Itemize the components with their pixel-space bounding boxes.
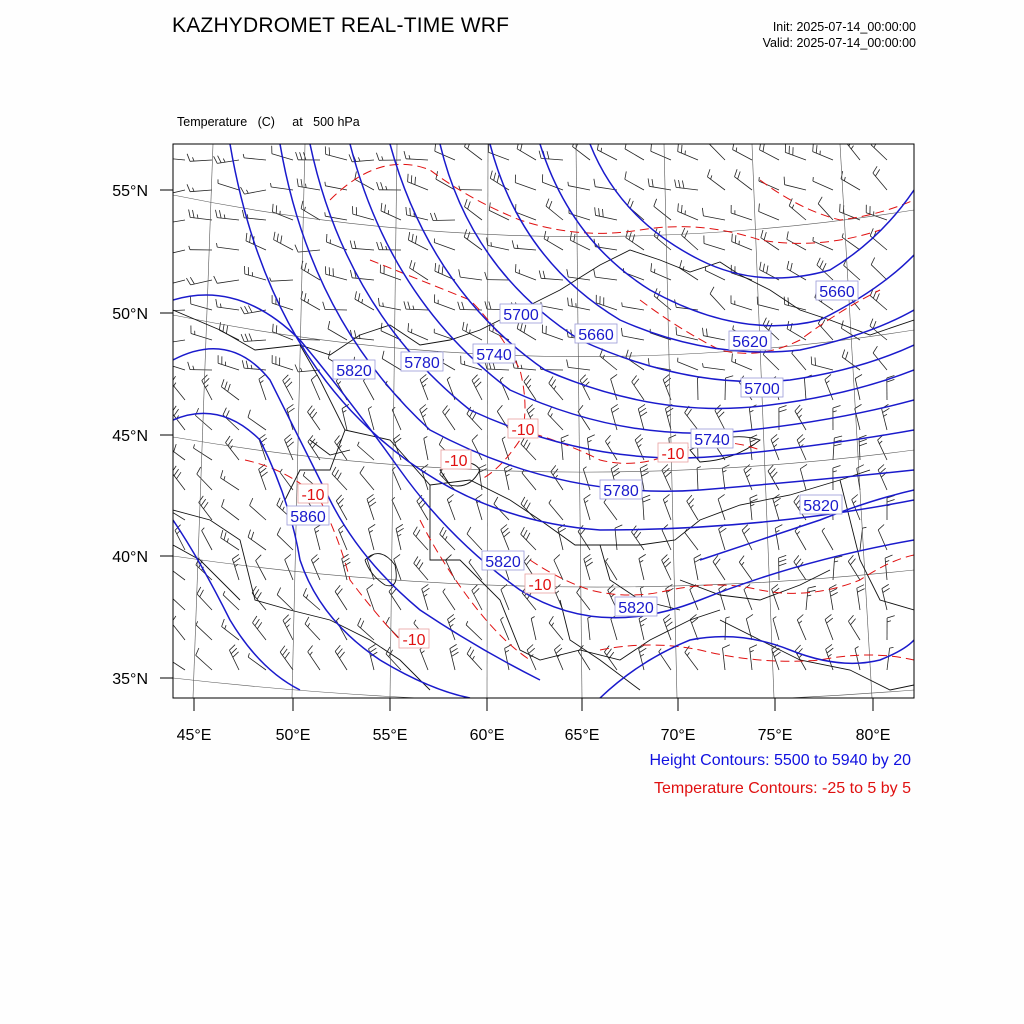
- height-label-text: 5740: [694, 432, 730, 449]
- wind-barb-feather: [159, 248, 163, 255]
- height-label-text: 5780: [603, 483, 639, 500]
- lat-tick-label: 45°N: [112, 428, 148, 445]
- lon-tick-label: 80°E: [855, 727, 891, 744]
- wind-barb: [725, 378, 726, 400]
- temp-label: [441, 450, 471, 470]
- lon-tick-label: 60°E: [469, 727, 505, 744]
- temp-label-text: -10: [402, 632, 426, 649]
- wind-barb-feather: [811, 357, 812, 365]
- wind-barb-feather: [163, 247, 167, 254]
- wind-barb-feather: [164, 216, 168, 223]
- height-label-text: 5820: [336, 363, 372, 380]
- lat-tick-label: 55°N: [112, 183, 148, 200]
- height-label: [401, 352, 443, 372]
- wind-barb-feather: [166, 501, 168, 509]
- height-label-text: 5780: [404, 355, 440, 372]
- wind-barb-feather: [276, 325, 277, 333]
- lat-tick-label: 50°N: [112, 306, 148, 323]
- temp-label: [525, 574, 555, 594]
- height-label-text: 5660: [578, 327, 614, 344]
- lon-tick-label: 50°E: [275, 727, 311, 744]
- temperature-contour-legend: Temperature Contours: -25 to 5 by 5: [653, 780, 911, 797]
- wind-barb-feather: [167, 654, 168, 658]
- height-label-text: 5700: [744, 381, 780, 398]
- wind-barb-feather: [568, 182, 569, 186]
- lon-axis: [177, 698, 891, 744]
- init-time: Init: 2025-07-14_00:00:00: [772, 20, 916, 34]
- wind-barb-feather: [325, 182, 326, 186]
- wind-barb-feather: [159, 279, 163, 286]
- lon-tick-label: 70°E: [660, 727, 696, 744]
- wind-barb-feather: [784, 297, 785, 305]
- height-contour-legend: Height Contours: 5500 to 5940 by 20: [649, 752, 911, 769]
- height-label-text: 5620: [732, 334, 768, 351]
- wind-barb-feather: [165, 151, 167, 159]
- wind-barb-feather: [160, 304, 163, 312]
- wind-barb-feather: [710, 137, 714, 144]
- wind-barb-feather: [840, 204, 841, 212]
- wind-barb-feather: [276, 205, 277, 213]
- wind-barb: [698, 378, 699, 400]
- height-label: [473, 344, 515, 364]
- temp-label: [508, 419, 538, 439]
- lon-tick-label: 55°E: [372, 727, 408, 744]
- height-label-text: 5820: [618, 600, 654, 617]
- wind-barb-feather: [169, 219, 171, 223]
- wind-barb-feather: [170, 503, 172, 511]
- wind-barb-feather: [159, 188, 163, 195]
- wind-barb-feather: [169, 588, 172, 595]
- height-label: [600, 480, 642, 500]
- wind-barb-feather: [408, 174, 409, 182]
- temp-label-text: -10: [301, 487, 325, 504]
- wind-barb-feather: [788, 298, 789, 306]
- height-label: [575, 324, 617, 344]
- wind-barb-feather: [167, 439, 170, 447]
- lat-axis: [112, 183, 173, 688]
- map-title: KAZHYDROMET REAL-TIME WRF: [172, 14, 510, 37]
- height-label: [333, 360, 375, 380]
- lon-tick-label: 45°E: [176, 727, 212, 744]
- height-label-text: 5860: [290, 509, 326, 526]
- height-label: [741, 378, 783, 398]
- wind-barb-feather: [784, 177, 785, 185]
- wind-barb-feather: [329, 147, 330, 155]
- temp-label-text: -10: [511, 422, 535, 439]
- wind-barb: [298, 340, 320, 341]
- valid-time: Valid: 2025-07-14_00:00:00: [762, 36, 916, 50]
- lat-tick-label: 35°N: [112, 671, 148, 688]
- wind-barb-feather: [161, 150, 163, 158]
- temp-label-text: -10: [444, 453, 468, 470]
- wind-barb-feather: [383, 303, 384, 307]
- temp-label: [399, 629, 429, 649]
- wind-barb-feather: [160, 217, 164, 224]
- temp-label: [298, 484, 328, 504]
- height-label-text: 5660: [819, 284, 855, 301]
- height-label-text: 5820: [803, 498, 839, 515]
- wind-barb-feather: [163, 278, 167, 285]
- lon-tick-label: 65°E: [564, 727, 600, 744]
- height-label-text: 5820: [485, 554, 521, 571]
- lon-tick-label: 75°E: [757, 727, 793, 744]
- temp-label: [658, 443, 688, 463]
- wind-barb-feather: [325, 212, 326, 216]
- height-label: [287, 506, 329, 526]
- wind-barb: [433, 220, 455, 221]
- height-label: [729, 331, 771, 351]
- wind-barb-feather: [846, 136, 850, 143]
- height-label: [482, 551, 524, 571]
- lat-tick-label: 40°N: [112, 549, 148, 566]
- wind-barb-feather: [815, 358, 816, 366]
- temp-label-text: -10: [661, 446, 685, 463]
- temp-label-text: -10: [528, 577, 552, 594]
- height-label-text: 5740: [476, 347, 512, 364]
- height-label: [816, 281, 858, 301]
- wind-barb-feather: [411, 175, 412, 183]
- height-label: [691, 429, 733, 449]
- height-label: [800, 495, 842, 515]
- height-label: [500, 304, 542, 324]
- height-label-text: 5700: [503, 307, 539, 324]
- wind-barb-feather: [167, 559, 170, 567]
- field-temperature: Temperature (C) at 500 hPa: [177, 115, 360, 129]
- wind-barb-feather: [757, 297, 758, 305]
- height-label: [615, 597, 657, 617]
- wind-barb-feather: [162, 340, 164, 344]
